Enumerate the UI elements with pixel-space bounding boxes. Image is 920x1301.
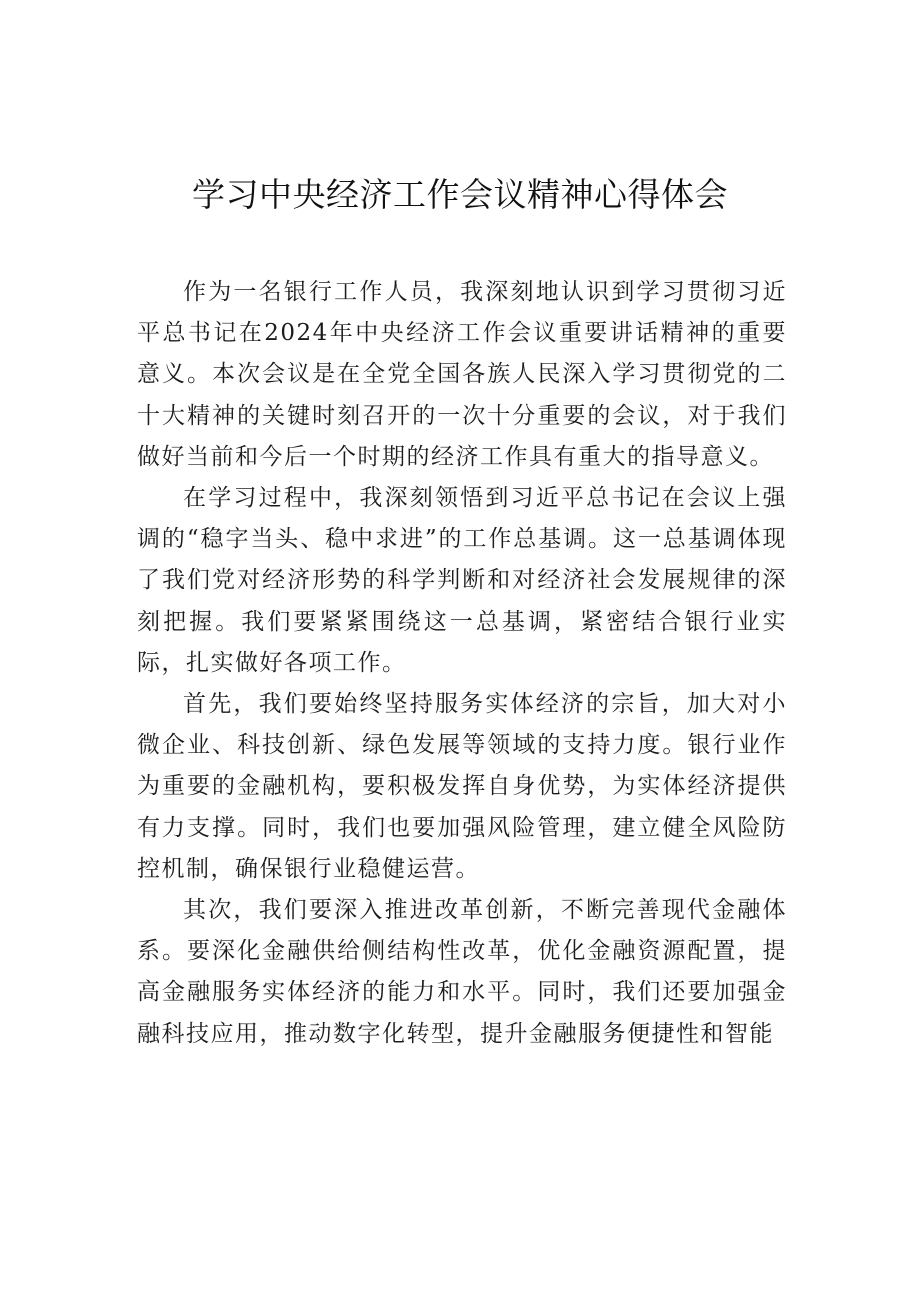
document-title: 学习中央经济工作会议精神心得体会 xyxy=(192,175,728,214)
document-body xyxy=(137,272,787,1055)
paragraph-1: 作为一名银行工作人员，我深刻地认识到学习贯彻习近平总书记在2024年中央经济工作会议重要讲话精神的重要意义。本次会议是在全党全国各族人民深入学习贯彻党的二十大精神的关键时刻召开的一次十分重要的会议，对于我们做好当前和今后一个时期的经济工作具有重大的指导意义。 xyxy=(137,279,787,470)
paragraph-2: 在学习过程中，我深刻领悟到习近平总书记在会议上强调的“稳字当头、稳中求进”的工作总基调。这一总基调体现了我们党对经济形势的科学判断和对经济社会发展规律的深刻把握。我们要紧紧围绕这一总基调，紧密结合银行业实际，扎实做好各项工作。 xyxy=(137,485,787,676)
paragraph-3: 首先，我们要始终坚持服务实体经济的宗旨，加大对小微企业、科技创新、绿色发展等领域的支持力度。银行业作为重要的金融机构，要积极发挥自身优势，为实体经济提供有力支撑。同时，我们也要加强风险管理，建立健全风险防控机制，确保银行业稳健运营。 xyxy=(137,691,787,882)
paragraph-4: 其次，我们要深入推进改革创新，不断完善现代金融体系。要深化金融供给侧结构性改革，优化金融资源配置，提高金融服务实体经济的能力和水平。同时，我们还要加强金融科技应用，推动数字化转型，提升金融服务便捷性和智能 xyxy=(137,897,787,1047)
